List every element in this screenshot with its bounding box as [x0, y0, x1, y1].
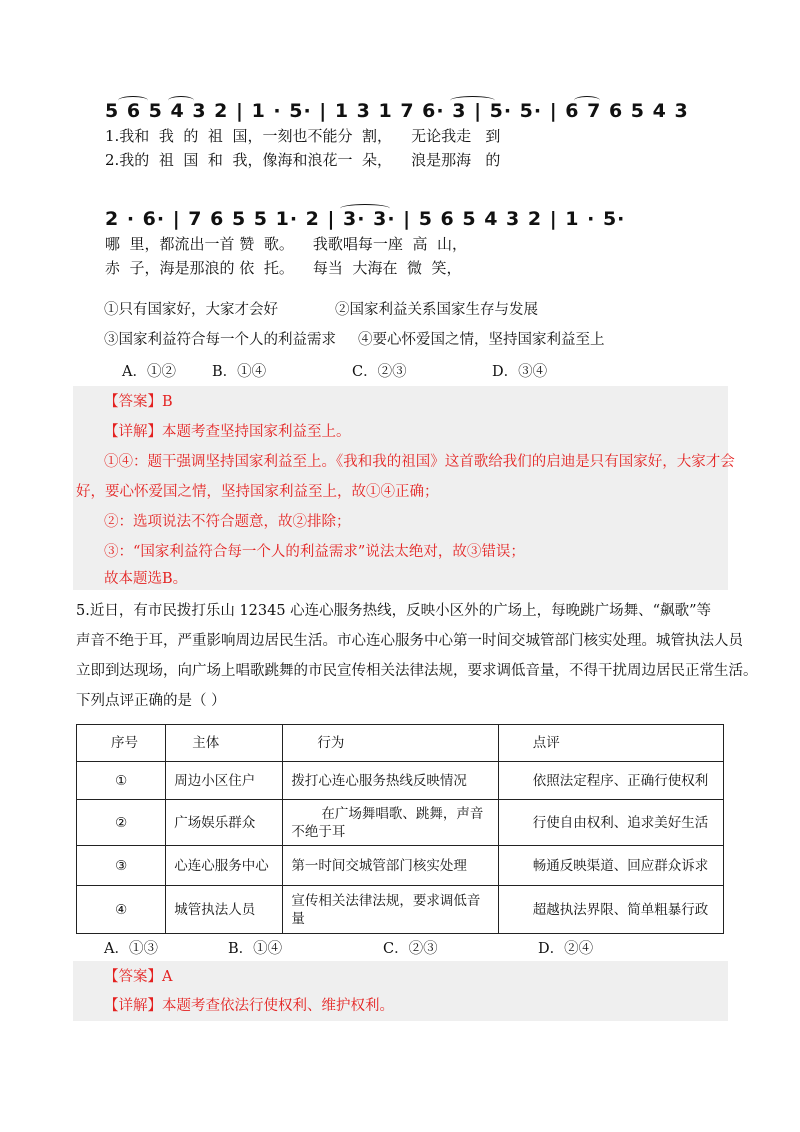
score-lyric-2-verse-1: 哪 里，都流出一首 赞 歌。 我歌唱每一座 高 山， — [105, 235, 467, 253]
q5-stem-3: 立即到达现场，向广场上唱歌跳舞的市民宣传相关法律法规，要求调低音量，不得干扰周边居民正常生活。 — [76, 663, 758, 679]
option-a: A．①② — [122, 364, 176, 380]
detail-text: 本题考查依法行使权利、维护权利。 — [162, 998, 394, 1014]
score-row-1 — [105, 98, 689, 172]
q5-answer-line — [104, 967, 172, 987]
row-action: 拨打心连心服务热线反映情况 — [283, 762, 498, 800]
row-action: 宣传相关法律法规，要求调低音量 — [283, 886, 498, 934]
q5-option-c: C．②③ — [383, 941, 438, 957]
header-action: 行为 — [283, 725, 498, 762]
answer-value: A — [162, 969, 173, 985]
row-subject: 心连心服务中心 — [166, 846, 283, 886]
q5-stem-2: 声音不绝于耳，严重影响周边居民生活。市心连心服务中心第一时间交城管部门核实处理。城管执法人员 — [76, 633, 743, 649]
q4-explanation-1a: ①④：题干强调坚持国家利益至上。《我和我的祖国》这首歌给我们的启迪是只有国家好，大家才会 — [104, 454, 735, 470]
row-no: ③ — [77, 846, 166, 886]
slur-mark — [118, 96, 148, 105]
slur-mark — [168, 96, 194, 105]
detail-tag: 【详解】 — [104, 998, 162, 1014]
table-row — [77, 886, 724, 934]
q4-explanation-3: ③：“国家利益符合每一个人的利益需求”说法太绝对，故③错误； — [104, 544, 525, 560]
q5-table — [76, 724, 724, 934]
q5-option-b: B．①④ — [228, 941, 283, 957]
row-no: ① — [77, 762, 166, 800]
row-comment: 超越执法界限、简单粗暴行政 — [498, 886, 723, 934]
q4-conclusion: 故本题选B。 — [104, 571, 188, 587]
slur-mark — [574, 96, 600, 105]
row-comment: 依照法定程序、正确行使权利 — [498, 762, 723, 800]
q5-detail-line — [104, 996, 394, 1016]
statement-1: ①只有国家好，大家才会好 — [104, 302, 278, 318]
row-no: ② — [77, 800, 166, 846]
row-action: 第一时间交城管部门核实处理 — [283, 846, 498, 886]
option-b: B．①④ — [212, 364, 267, 380]
q5-stem-4: 下列点评正确的是（ ） — [76, 693, 226, 709]
q4-explanation-2: ②：选项说法不符合题意，故②排除； — [104, 514, 351, 530]
score-lyric-1-verse-2: 2.我的 祖 国 和 我，像海和浪花一 朵， 浪是那海 的 — [105, 151, 501, 169]
statement-2: ②国家利益关系国家生存与发展 — [335, 302, 538, 318]
q4-detail-line — [104, 422, 351, 442]
row-subject: 城管执法人员 — [166, 886, 283, 934]
slur-mark — [450, 96, 495, 105]
row-subject: 周边小区住户 — [166, 762, 283, 800]
detail-text: 本题考查坚持国家利益至上。 — [162, 424, 351, 440]
table-row — [77, 800, 724, 846]
q4-explanation-1b: 好，要心怀爱国之情，坚持国家利益至上，故①④正确； — [76, 484, 439, 500]
score-lyric-2-verse-2: 赤 子，海是那浪的 依 托。 每当 大海在 微 笑， — [105, 259, 462, 277]
row-comment: 行使自由权利、追求美好生活 — [498, 800, 723, 846]
statement-4: ④要心怀爱国之情，坚持国家利益至上 — [358, 332, 605, 348]
answer-value: B — [162, 394, 173, 410]
score-row-2 — [105, 206, 645, 280]
answer-tag: 【答案】 — [104, 969, 162, 985]
slur-mark — [340, 204, 390, 213]
score-notes-1: 5 6 5 4 3 2 | 1 · 5· | 1 3 1 7 6· 3 | 5· 5· | 6 7 6 5 4 3 — [105, 100, 689, 122]
statement-3: ③国家利益符合每一个人的利益需求 — [104, 332, 336, 348]
row-no: ④ — [77, 886, 166, 934]
table-row — [77, 762, 724, 800]
row-action: 在广场舞唱歌、跳舞，声音不绝于耳 — [283, 800, 498, 846]
table-row — [77, 846, 724, 886]
header-no: 序号 — [77, 725, 166, 762]
row-subject: 广场娱乐群众 — [166, 800, 283, 846]
header-comment: 点评 — [498, 725, 723, 762]
option-d: D．③④ — [492, 364, 548, 380]
answer-tag: 【答案】 — [104, 394, 162, 410]
q5-stem-1: 5.近日，有市民拨打乐山 12345 心连心服务热线，反映小区外的广场上，每晚跳广场舞、“飙歌”等 — [76, 603, 712, 619]
score-lyric-1-verse-1: 1.我和 我 的 祖 国，一刻也不能分 割， 无论我走 到 — [105, 127, 501, 145]
table-header-row — [77, 725, 724, 762]
q4-answer-line — [104, 392, 173, 412]
score-notes-2: 2 · 6· | 7 6 5 5 1· 2 | 3· 3· | 5 6 5 4 3 2 | 1 · 5· — [105, 208, 626, 230]
row-comment: 畅通反映渠道、回应群众诉求 — [498, 846, 723, 886]
detail-tag: 【详解】 — [104, 424, 162, 440]
option-c: C．②③ — [352, 364, 407, 380]
q5-option-a: A．①③ — [104, 941, 158, 957]
q5-option-d: D．②④ — [538, 941, 594, 957]
header-subject: 主体 — [166, 725, 283, 762]
